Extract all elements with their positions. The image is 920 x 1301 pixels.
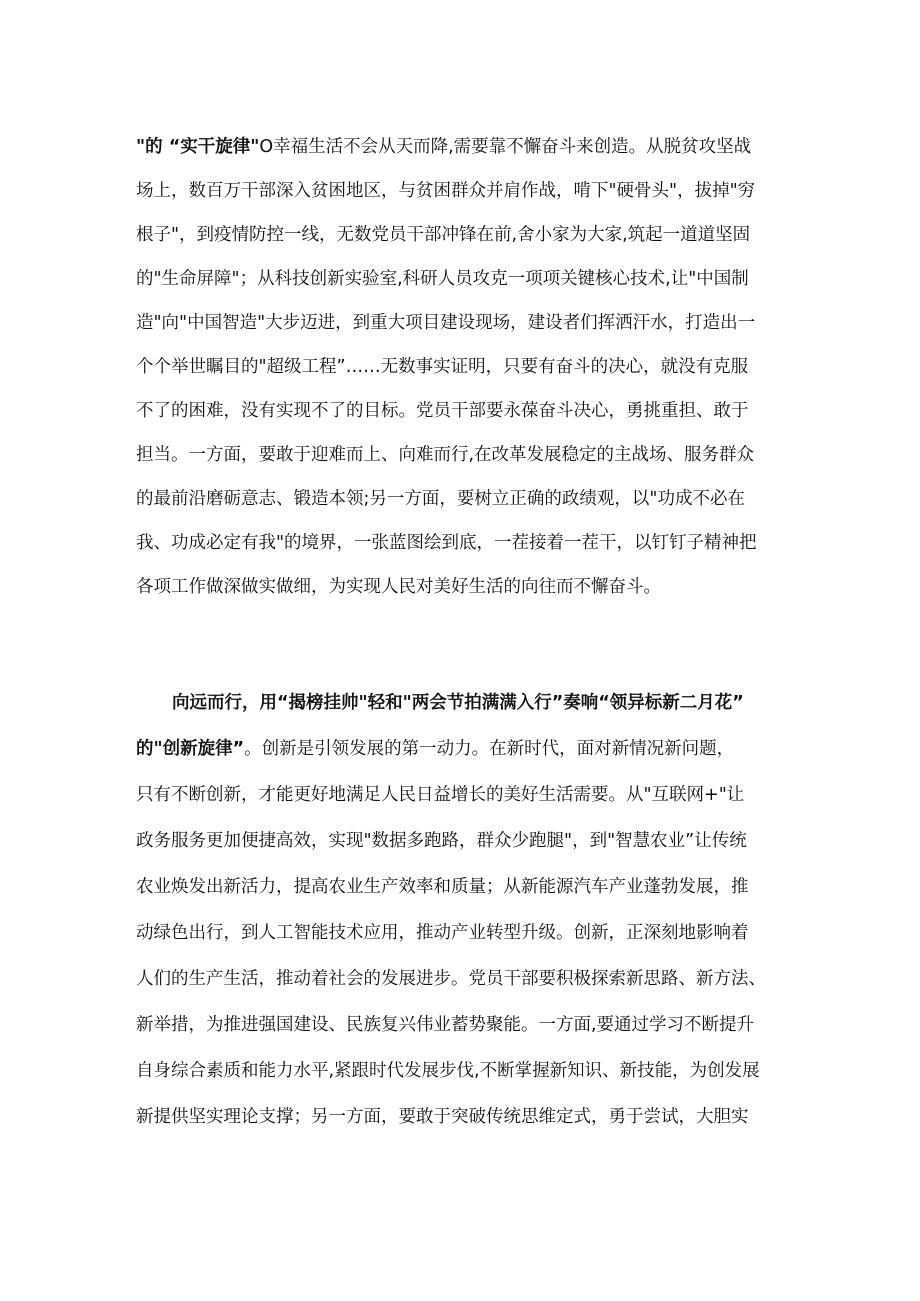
text-line	[136, 301, 788, 345]
body-text: 新提供坚实理论支撑；另一方面，要敢于突破传统思维定式，勇于尝试，大胆实	[136, 1107, 749, 1127]
text-line	[136, 213, 788, 257]
text-line	[136, 477, 788, 521]
body-text: 只有不断创新，才能更好地满足人民日益增长的美好生活需要。从"互联网+"让	[136, 785, 745, 805]
body-text: 个个举世瞩目的"超级工程”……无数事实证明，只要有奋斗的决心，就没有克服	[136, 357, 749, 377]
text-line	[136, 169, 788, 213]
body-text: 自身综合素质和能力水平,紧跟时代发展步伐,不断掌握新知识、新技能，为创发展	[136, 1061, 760, 1081]
body-text: 。创新是引领发展的第一动力。在新时代，面对新情况新问题，	[244, 739, 735, 759]
text-line	[136, 818, 788, 864]
text-line	[136, 680, 788, 726]
body-text: 人们的生产生活，推动着社会的发展进步。党员干部要积极探索新思路、新方法、	[136, 969, 766, 989]
body-text: 场上，数百万干部深入贫困地区，与贫困群众并肩作战，啃下"硬骨头"，拔掉"穷	[136, 181, 756, 201]
body-text: 各项工作做深做实做细，为实现人民对美好生活的向往而不懈奋斗。	[136, 577, 661, 597]
text-line	[136, 1048, 788, 1094]
body-text: 不了的困难，没有实现不了的目标。党员干部要永葆奋斗决心，勇挑重担、敢于	[136, 401, 749, 421]
bold-heading-text: "的 “实干旋律"	[136, 137, 260, 157]
text-line	[136, 726, 788, 772]
body-text: 造"向"中国智造"大步迈进，到重大项目建设现场，建设者们挥洒汗水，打造出一	[136, 313, 756, 333]
text-line	[136, 389, 788, 433]
text-line	[136, 864, 788, 910]
text-line	[136, 125, 788, 169]
body-text: 农业焕发出新活力，提高农业生产效率和质量；从新能源汽车产业蓬勃发展，推	[136, 877, 749, 897]
text-line	[136, 565, 788, 609]
body-text: 我、功成必定有我"的境界，一张蓝图绘到底，一茬接着一茬干，以钉钉子精神把	[136, 533, 757, 553]
text-line	[136, 257, 788, 301]
bold-heading-text: 向远而行，用“揭榜挂帅"轻和"两会节拍满满入行”奏响“领异标新二月花”	[172, 693, 744, 713]
text-line	[136, 345, 788, 389]
body-text: 政务服务更加便捷高效，实现"数据多跑路，群众少跑腿"，到"智慧农业”让传统	[136, 831, 747, 851]
body-text: O幸福生活不会从天而降,需要靠不懈奋斗来创造。从脱贫攻坚战	[259, 137, 752, 157]
body-text: 担当。一方面，要敢于迎难而上、向难而行,在改革发展稳定的主战场、服务群众	[136, 445, 755, 465]
body-text: 根子"，到疫情防控一线，无数党员干部冲锋在前,舍小家为大家,筑起一道道坚固	[136, 225, 751, 245]
text-line	[136, 1002, 788, 1048]
body-text: 新举措，为推进强国建设、民族复兴伟业蓄势聚能。一方面,要通过学习不断提升	[136, 1015, 755, 1035]
text-line	[136, 1094, 788, 1140]
text-line	[136, 521, 788, 565]
body-text: 的"生命屏障"；从科技创新实验室,科研人员攻克一项项关键核心技术,让"中国制	[136, 269, 749, 289]
body-text: 的最前沿磨砺意志、锻造本领;另一方面，要树立正确的政绩观，以"功成不必在	[136, 489, 745, 509]
body-text: 动绿色出行，到人工智能技术应用，推动产业转型升级。创新，正深刻地影响着	[136, 923, 749, 943]
text-line	[136, 772, 788, 818]
paragraph-innovation	[136, 680, 788, 1140]
paragraph-hardwork	[136, 125, 788, 609]
text-line	[136, 433, 788, 477]
bold-heading-text: 的"创新旋律”	[136, 739, 245, 759]
text-line	[136, 910, 788, 956]
text-line	[136, 956, 788, 1002]
